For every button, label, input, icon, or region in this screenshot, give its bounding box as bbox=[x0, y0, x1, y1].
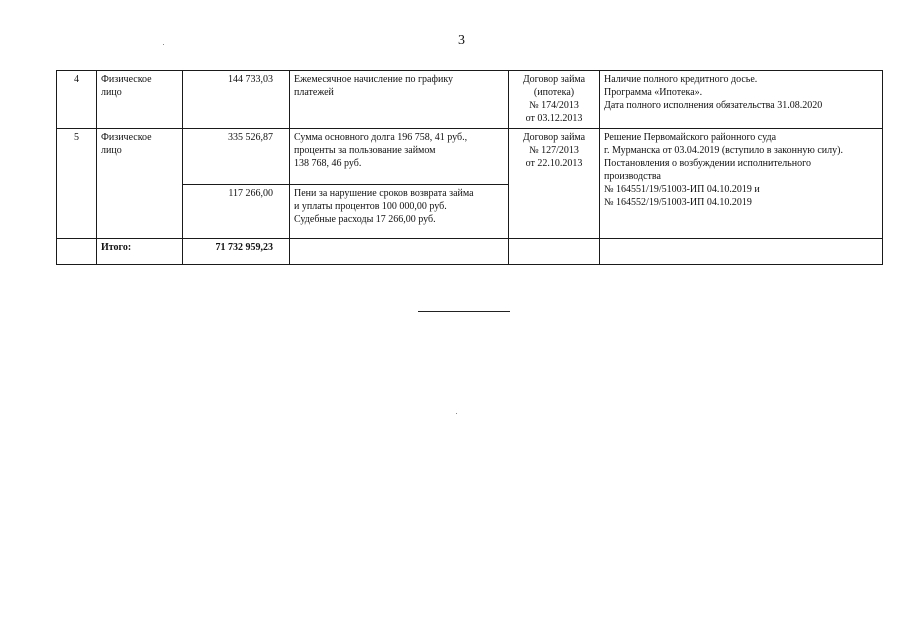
row-number: 5 bbox=[57, 129, 97, 239]
page-number: 3 bbox=[458, 33, 466, 48]
closing-rule bbox=[418, 311, 510, 312]
debt-table bbox=[56, 70, 883, 265]
total-empty-cell bbox=[600, 239, 883, 265]
row-number: 4 bbox=[57, 71, 97, 129]
total-empty-cell bbox=[509, 239, 600, 265]
total-empty-cell bbox=[290, 239, 509, 265]
penalty-basis: Пени за нарушение сроков возврата займа и уплаты процентов 100 000,00 руб. Судебные расходы 17 266,00 руб. bbox=[290, 185, 509, 239]
debt-amount: 144 733,03 bbox=[183, 71, 290, 129]
debtor-type: Физическое лицо bbox=[97, 71, 183, 129]
loan-contract: Договор займа № 127/2013 от 22.10.2013 bbox=[509, 129, 600, 239]
scan-speck bbox=[456, 413, 457, 414]
scan-speck bbox=[163, 44, 164, 45]
total-label: Итого: bbox=[97, 239, 183, 265]
debt-note: Решение Первомайского районного суда г. Мурманска от 03.04.2019 (вступило в законную силу). Постановления о возбуждении исполнительного производства № 164551/19/51003-ИП 04.10.2019 и № 164552/19/51003-ИП 04.10.2019 bbox=[600, 129, 883, 239]
debt-basis: Сумма основного долга 196 758, 41 руб., проценты за пользование займом 138 768, 46 руб. bbox=[290, 129, 509, 185]
debt-basis: Ежемесячное начисление по графику платежей bbox=[290, 71, 509, 129]
total-row bbox=[57, 239, 883, 265]
debt-amount: 335 526,87 bbox=[183, 129, 290, 185]
table-row bbox=[57, 71, 883, 129]
total-empty-cell bbox=[57, 239, 97, 265]
penalty-amount: 117 266,00 bbox=[183, 185, 290, 239]
debtor-type: Физическое лицо bbox=[97, 129, 183, 239]
loan-contract: Договор займа (ипотека) № 174/2013 от 03.12.2013 bbox=[509, 71, 600, 129]
table-row bbox=[57, 129, 883, 185]
total-amount: 71 732 959,23 bbox=[183, 239, 290, 265]
debt-note: Наличие полного кредитного досье. Программа «Ипотека». Дата полного исполнения обязательства 31.08.2020 bbox=[600, 71, 883, 129]
